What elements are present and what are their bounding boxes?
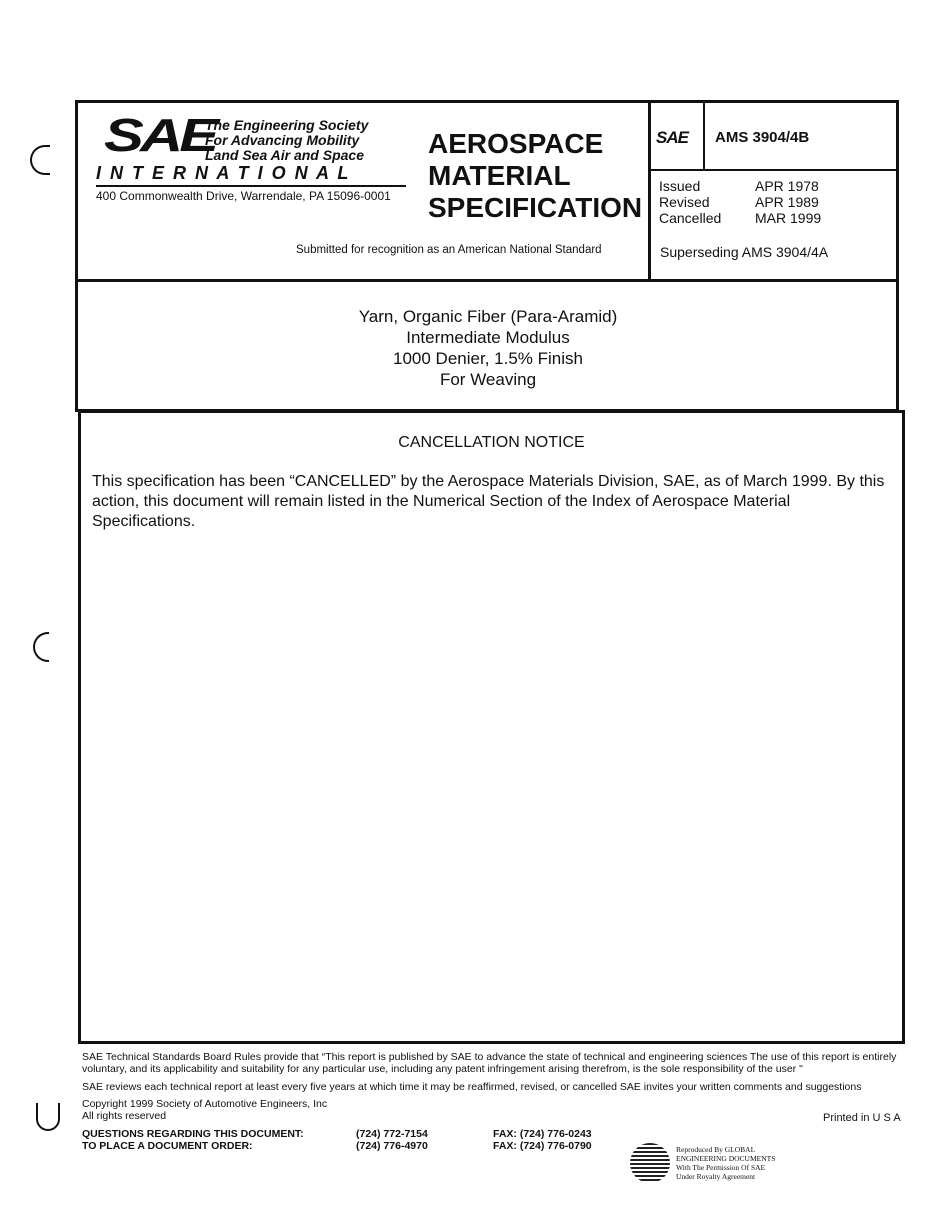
ansi-note: Submitted for recognition as an American National Standard [296,244,602,256]
stamp-line: Under Royalty Agreement [676,1172,756,1181]
docnum-divider [703,100,705,171]
reproduction-stamp [676,1145,775,1181]
questions-phone[interactable]: (724) 772-7154 [356,1128,428,1140]
tagline-line: Land Sea Air and Space [205,147,364,163]
rights: All rights reserved [82,1110,167,1122]
date-label: Cancelled [659,210,722,226]
questions-fax[interactable]: FAX: (724) 776-0243 [493,1128,592,1140]
stamp-line: ENGINEERING DOCUMENTS [676,1154,776,1163]
tagline-line: For Advancing Mobility [205,132,360,148]
title-line: Intermediate Modulus [406,328,570,347]
binder-hole-mark [33,632,49,662]
title-line: 1000 Denier, 1.5% Finish [393,349,583,368]
doc-type-line: SPECIFICATION [428,192,643,223]
copyright: Copyright 1999 Society of Automotive Engineers, Inc [82,1098,328,1110]
sae-logo: SAE [104,109,216,161]
order-phone[interactable]: (724) 776-4970 [356,1140,428,1152]
order-label: TO PLACE A DOCUMENT ORDER: [82,1140,253,1152]
address: 400 Commonwealth Drive, Warrendale, PA 15096-0001 [96,189,391,203]
title-line: For Weaving [439,370,537,389]
cancellation-heading: CANCELLATION NOTICE [398,434,585,451]
header-bottom-divider [75,279,899,282]
date-row-revised [659,194,821,210]
binder-hole-mark [36,1103,60,1131]
date-row-cancelled [659,210,821,226]
doc-type-line: MATERIAL [428,160,571,191]
printed-in: Printed in U S A [823,1112,901,1124]
date-value: APR 1978 [755,178,819,194]
doc-type [428,128,642,224]
date-value: MAR 1999 [755,210,822,226]
sae-small-logo: SAE [656,128,688,147]
docnum-bottom-divider [648,169,899,171]
date-value: APR 1989 [755,194,819,210]
date-label: Revised [659,194,710,210]
spec-title [78,306,898,390]
wordmark-underline [96,185,406,187]
board-rules: SAE Technical Standards Board Rules provide that “This report is published by SAE to advance the state of technical and engineering sciences The use of this report is entirely voluntary, and its applicability and suitability for any particular use, including any patent infringement arising therefrom, is the sole responsibility of the user " [82,1051,897,1075]
order-fax[interactable]: FAX: (724) 776-0790 [493,1140,592,1152]
date-label: Issued [659,178,701,194]
doc-type-line: AEROSPACE [428,128,604,159]
questions-label: QUESTIONS REGARDING THIS DOCUMENT: [82,1128,304,1140]
cancellation-paragraph: This specification has been “CANCELLED” by the Aerospace Materials Division, SAE, as of March 1999. By this action, this document will remain listed in the Numerical Section of the Index of Aerospace Material Specifications. [92,473,885,530]
review-note: SAE reviews each technical report at least every five years at which time it may be reaffirmed, revised, or cancelled SAE invites your written comments and suggestions [82,1081,862,1093]
stamp-line: Reproduced By GLOBAL [676,1145,756,1154]
header-vertical-divider [648,100,651,282]
dates-table [659,178,821,226]
stamp-line: With The Permission Of SAE [676,1163,766,1172]
title-line: Yarn, Organic Fiber (Para-Aramid) [358,307,618,326]
international-wordmark: I N T E R N A T I O N A L [96,163,351,183]
doc-number: AMS 3904/4B [715,129,810,146]
society-tagline [205,118,368,163]
superseding: Superseding AMS 3904/4A [660,244,829,260]
date-row-issued [659,178,821,194]
globe-icon [630,1143,670,1183]
tagline-line: The Engineering Society [205,117,369,133]
binder-hole-mark [30,145,50,175]
